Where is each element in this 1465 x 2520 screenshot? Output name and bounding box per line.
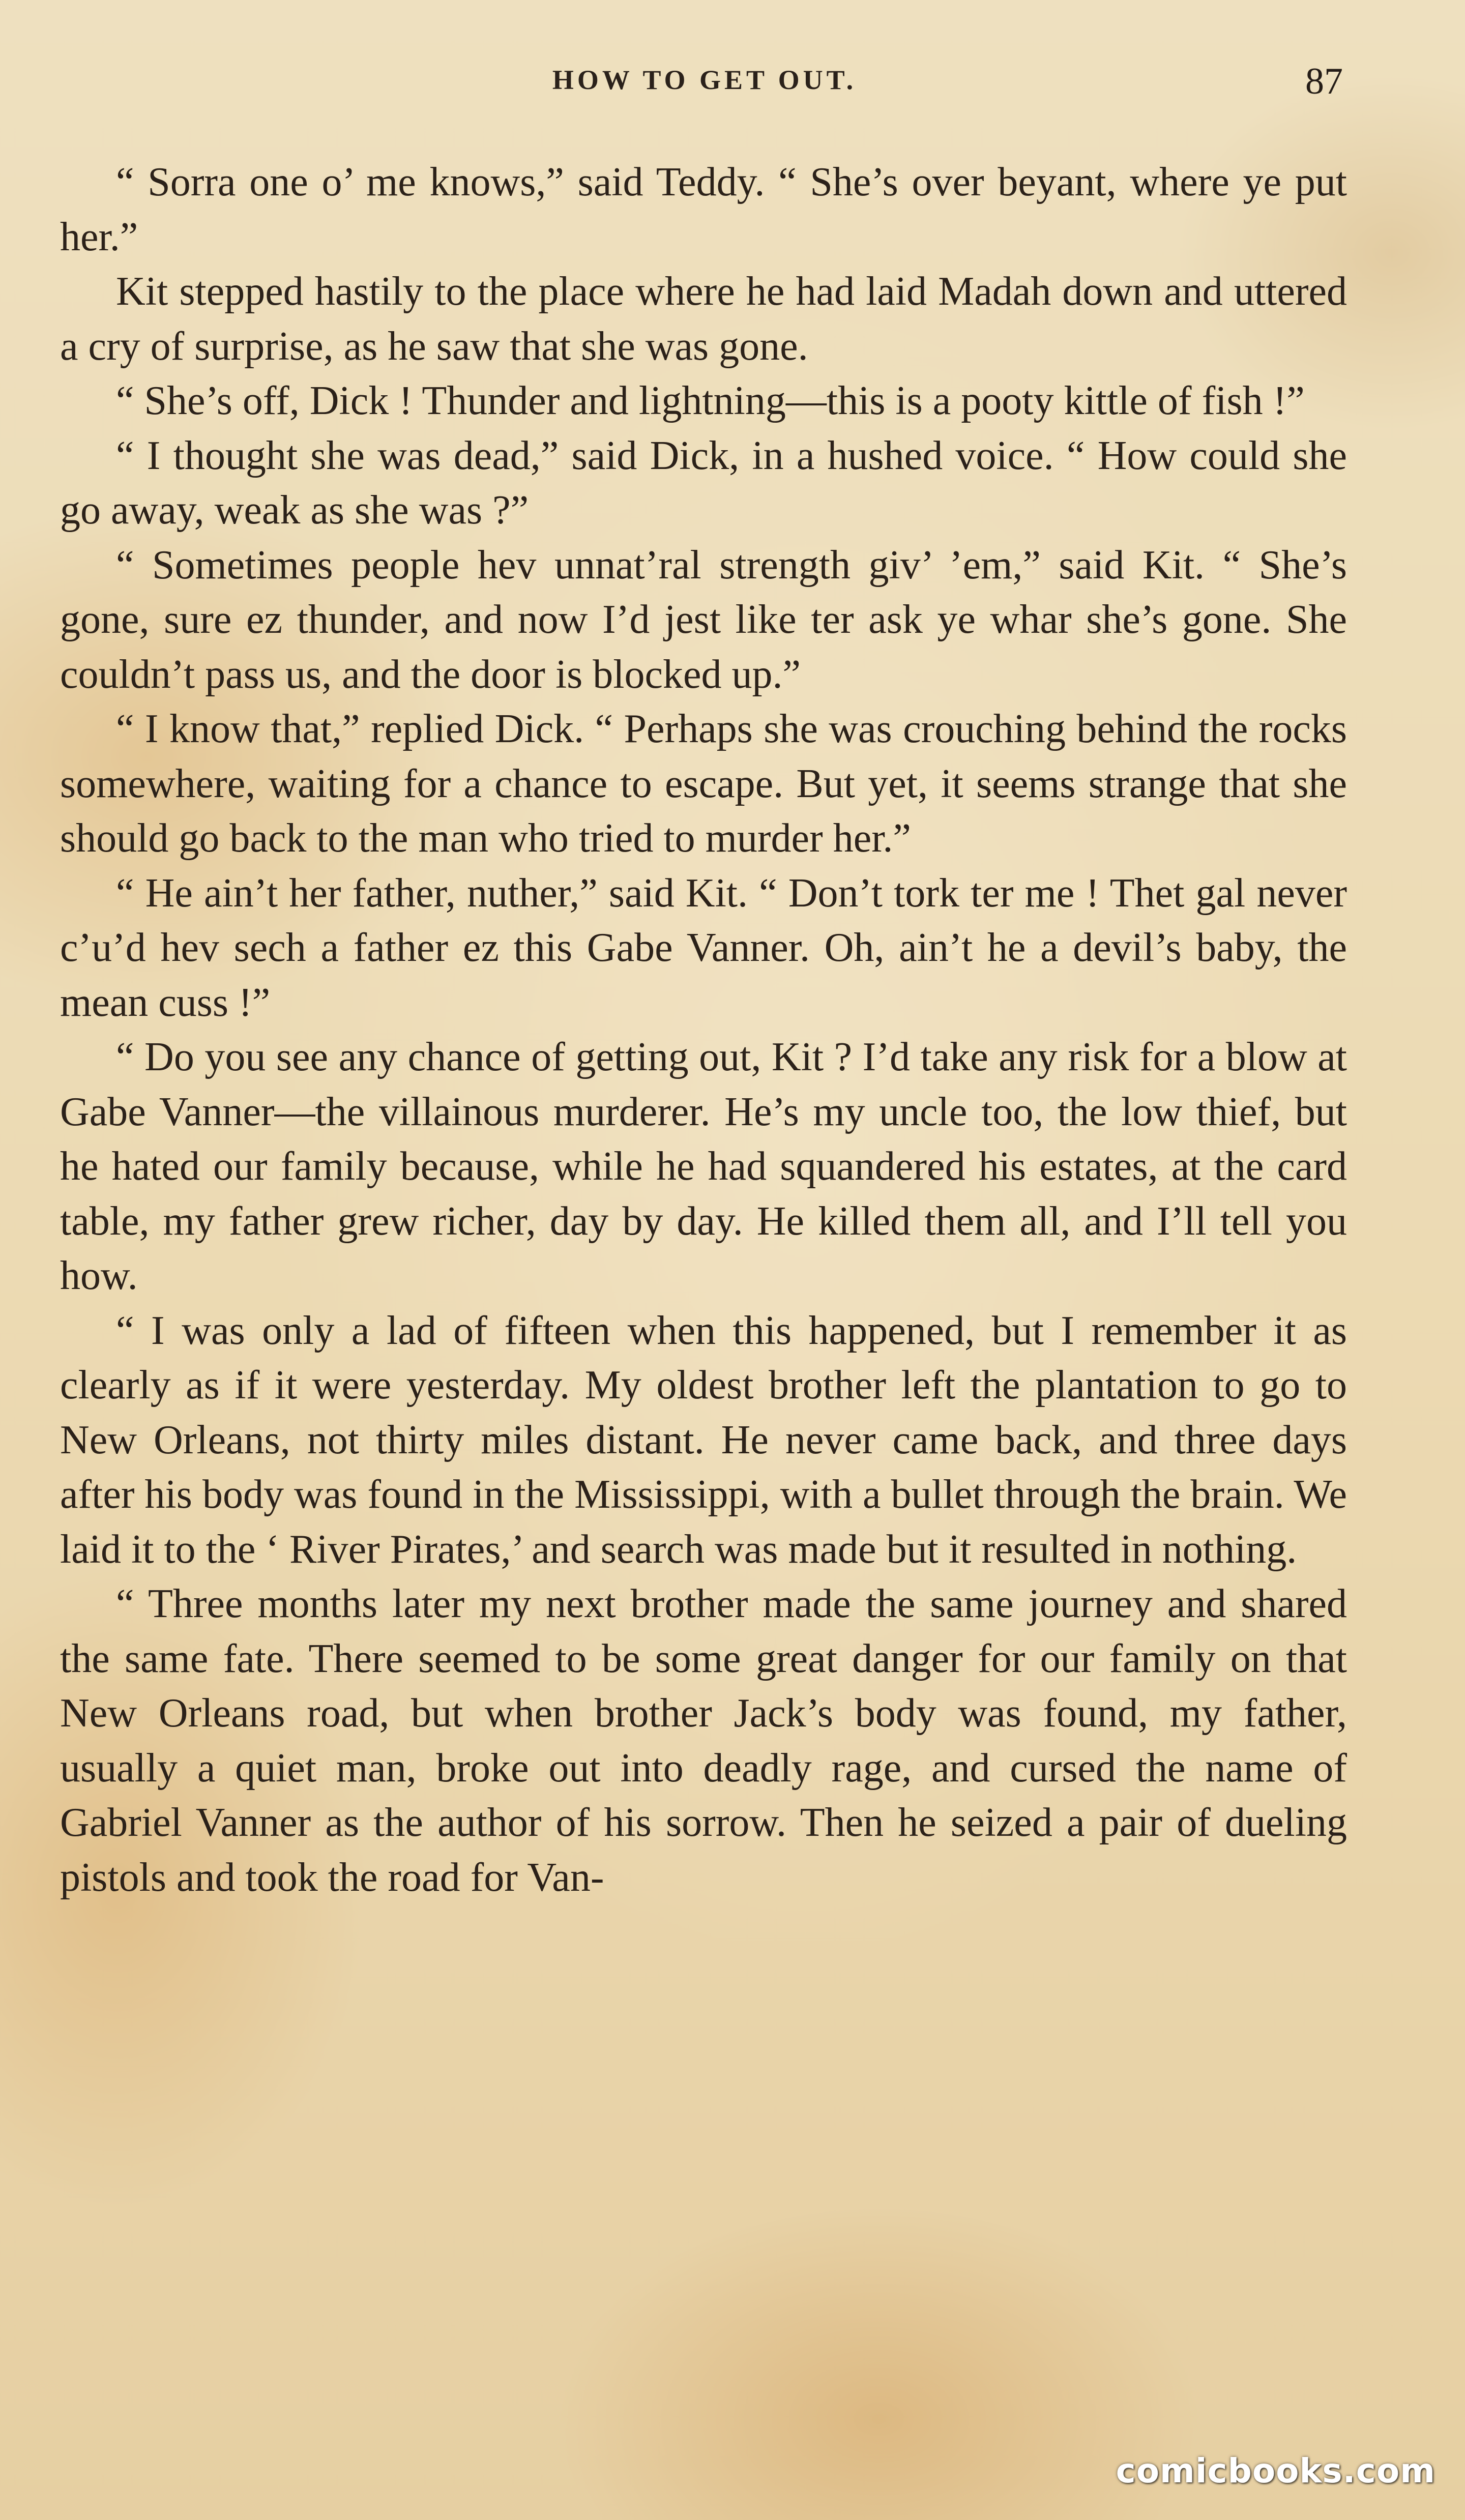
watermark: comicbooks.com [1116,2451,1435,2490]
paragraph: “ I was only a lad of fifteen when this happened, but I remember it as clearly as if it were yesterday. My oldest brother left the plantation to go to New Orleans, not thirty miles distant. He never came back, and three days after his body was found in the Mississippi, with a bullet through the brain. We laid it to the ‘ River Pirates,’ and search was made but it resulted in nothing. [60,1308,1347,1572]
paragraph: “ I know that,” replied Dick. “ Perhaps she was crouching behind the rocks somewhere, waiting for a chance to escape. But yet, it seems strange that she should go back to the man who tried to murder her.” [60,707,1347,861]
paragraph: “ She’s off, Dick ! Thunder and lightning—this is a pooty kittle of fish !” [116,378,1305,423]
paragraph: “ Sometimes people hev unnat’ral strength giv’ ’em,” said Kit. “ She’s gone, sure ez thunder, and now I’d jest like ter ask ye whar she’s gone. She couldn’t pass us, and the door is blocked up.” [60,542,1347,697]
paragraph: “ Do you see any chance of getting out, Kit ? I’d take any risk for a blow at Gabe Vanner—the villainous murderer. He’s my uncle too, the low thief, but he hated our family because, while he had squandered his estates, at the card table, my father grew richer, day by day. He killed them all, and I’ll tell you how. [60,1035,1347,1298]
running-head: HOW TO GET OUT. [552,65,857,95]
paragraph: “ He ain’t her father, nuther,” said Kit. “ Don’t tork ter me ! Thet gal never c’u’d hev sech a father ez this Gabe Vanner. Oh, ain’t he a devil’s baby, the mean cuss !” [60,870,1347,1025]
paragraph: “ Three months later my next brother made the same journey and shared the same fate. There seemed to be some great danger for our family on that New Orleans road, but when brother Jack’s body was found, my father, usually a quiet man, broke out into deadly rage, and cursed the name of Gabriel Vanner as the author of his sorrow. Then he seized a pair of dueling pistols and took the road for Van- [60,1581,1347,1900]
page-header [66,60,1343,111]
paragraph: Kit stepped hastily to the place where he had laid Madah down and uttered a cry of surprise, as he saw that she was gone. [60,269,1347,369]
body-text [60,155,1347,1905]
paragraph: “ I thought she was dead,” said Dick, in a hushed voice. “ How could she go away, weak as she was ?” [60,433,1347,533]
paragraph: “ Sorra one o’ me knows,” said Teddy. “ She’s over beyant, where ye put her.” [60,160,1347,259]
page-number: 87 [1305,61,1343,102]
